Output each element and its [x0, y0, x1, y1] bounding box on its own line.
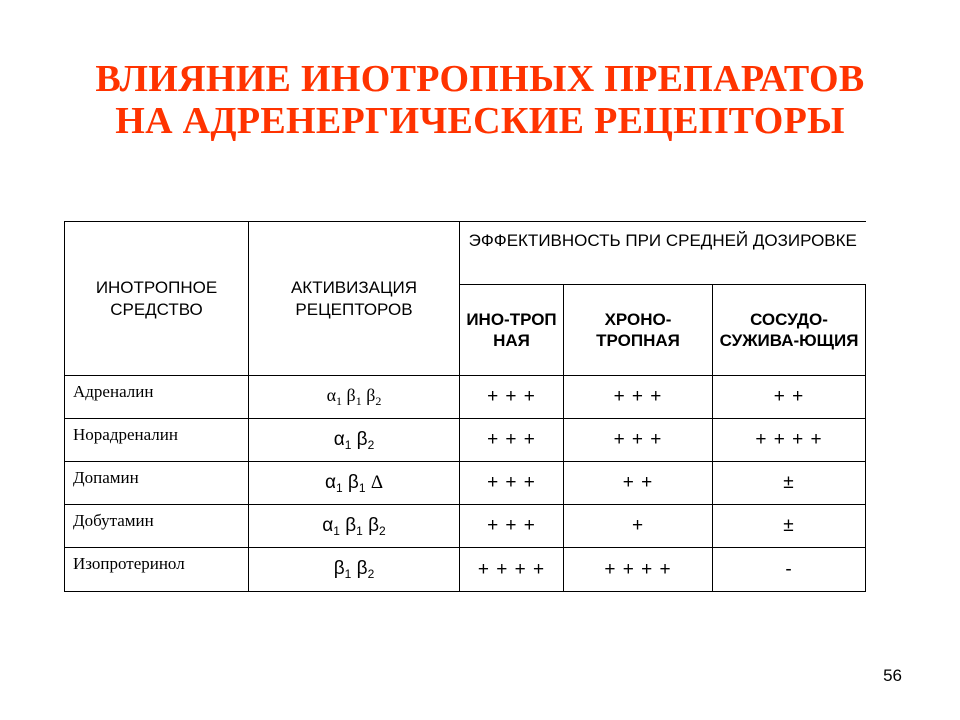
page-number: 56 — [883, 666, 902, 685]
vasoconstrictive-effect: ± — [713, 505, 866, 548]
vasoconstrictive-effect: ± — [713, 462, 866, 505]
inotropic-effect: + + + + — [460, 548, 564, 592]
header-efficacy: ЭФФЕКТИВНОСТЬ ПРИ СРЕДНЕЙ ДОЗИРОВКЕ — [460, 222, 866, 285]
header-agent: ИНОТРОПНОЕ СРЕДСТВО — [65, 222, 249, 376]
header-inotropic: ИНО-ТРОП НАЯ — [460, 285, 564, 376]
drug-name: Изопротеринол — [65, 548, 249, 592]
inotropic-effect: + + + — [460, 462, 564, 505]
vasoconstrictive-effect: + + + + — [713, 419, 866, 462]
receptor-activation: $\alpha_1$ $\beta_1$ $\beta_2$ — [249, 505, 460, 548]
drug-name: Добутамин — [65, 505, 249, 548]
header-vasoconstrictive: СОСУДО-СУЖИВА-ЮЩИЯ — [713, 285, 866, 376]
table-row — [65, 462, 866, 505]
chronotropic-effect: + + + — [564, 376, 713, 419]
drug-name: Допамин — [65, 462, 249, 505]
receptor-activation: $\alpha_1$ $\beta_1$ $\beta_2$ — [249, 376, 460, 419]
chronotropic-effect: + + + — [564, 419, 713, 462]
slide-title-line-2: НА АДРЕНЕРГИЧЕСКИЕ РЕЦЕПТОРЫ — [115, 100, 845, 142]
receptor-activation: $\alpha_1$ $\beta_1$ Δ — [249, 462, 460, 505]
slide-title — [0, 58, 960, 142]
header-activation: АКТИВИЗАЦИЯ РЕЦЕПТОРОВ — [249, 222, 460, 376]
inotropic-effect: + + + — [460, 376, 564, 419]
chronotropic-effect: + + + + — [564, 548, 713, 592]
inotropic-effect: + + + — [460, 505, 564, 548]
chronotropic-effect: + — [564, 505, 713, 548]
header-chronotropic: ХРОНО-ТРОПНАЯ — [564, 285, 713, 376]
slide-title-line-1: ВЛИЯНИЕ ИНОТРОПНЫХ ПРЕПАРАТОВ — [95, 58, 865, 100]
chronotropic-effect: + + — [564, 462, 713, 505]
inotropic-drugs-table — [64, 221, 866, 592]
table-row — [65, 548, 866, 592]
drug-name: Норадреналин — [65, 419, 249, 462]
inotropic-effect: + + + — [460, 419, 564, 462]
table-row — [65, 376, 866, 419]
table-row — [65, 419, 866, 462]
receptor-activation: $\alpha_1$ $\beta_2$ — [249, 419, 460, 462]
vasoconstrictive-effect: + + — [713, 376, 866, 419]
vasoconstrictive-effect: - — [713, 548, 866, 592]
table-row — [65, 505, 866, 548]
receptor-activation: $\beta_1$ $\beta_2$ — [249, 548, 460, 592]
drug-name: Адреналин — [65, 376, 249, 419]
